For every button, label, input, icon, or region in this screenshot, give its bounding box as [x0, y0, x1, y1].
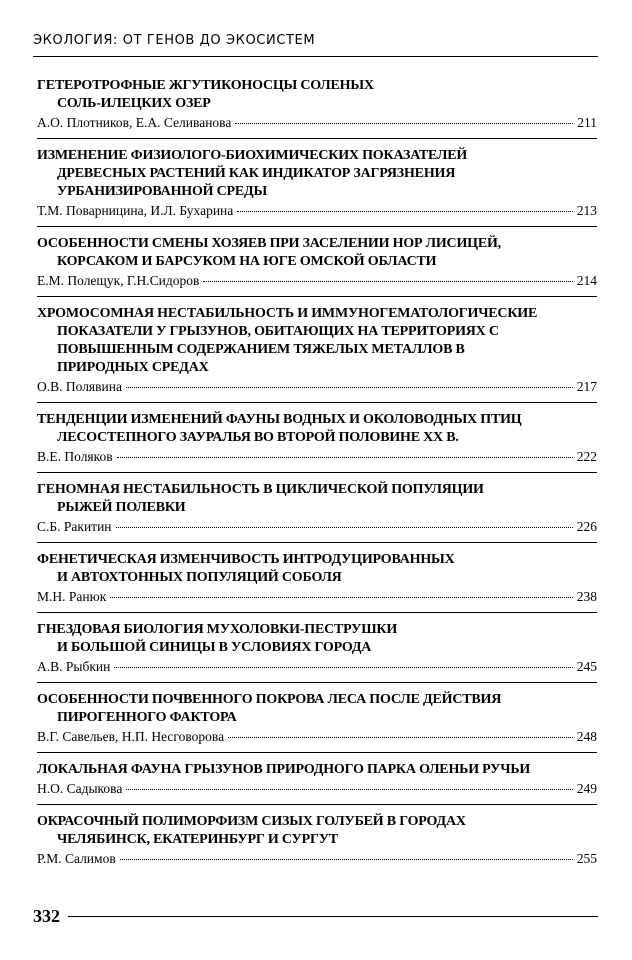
entry-title-line: ДРЕВЕСНЫХ РАСТЕНИЙ КАК ИНДИКАТОР ЗАГРЯЗНЕНИЯ [57, 166, 456, 181]
entry-separator [37, 752, 597, 753]
dot-leader [203, 281, 572, 282]
entry-title-line: СОЛЬ-ИЛЕЦКИХ ОЗЕР [57, 96, 211, 111]
entry-title [37, 481, 597, 517]
entry-title-line: УРБАНИЗИРОВАННОЙ СРЕДЫ [57, 184, 268, 199]
dot-leader [126, 387, 573, 388]
entry-title-line: ЧЕЛЯБИНСК, ЕКАТЕРИНБУРГ И СУРГУТ [57, 832, 338, 847]
entry-author-line [37, 780, 597, 797]
entry-author-line [37, 588, 597, 605]
page-number: 332 [33, 906, 60, 926]
entry-author-line [37, 728, 597, 745]
entry-title [37, 235, 597, 271]
entry-separator [37, 472, 597, 473]
entry-separator [37, 542, 597, 543]
entry-author-line [37, 448, 597, 465]
entry-separator [37, 402, 597, 403]
toc-entry [37, 691, 597, 745]
entry-authors: С.Б. Ракитин [37, 519, 112, 534]
toc-entry [37, 551, 597, 605]
entry-author-line [37, 518, 597, 535]
entry-author-line [37, 114, 597, 131]
toc-entry [37, 621, 597, 675]
entry-separator [37, 682, 597, 683]
entry-separator [37, 804, 597, 805]
toc-entry [37, 761, 597, 797]
entry-authors: Н.О. Садыкова [37, 781, 123, 796]
entry-title [37, 691, 597, 727]
entry-page-number: 249 [576, 781, 597, 796]
entry-page-number: 222 [576, 449, 597, 464]
dot-leader [117, 457, 573, 458]
entry-separator [37, 612, 597, 613]
dot-leader [120, 859, 573, 860]
entry-title-line: ИЗМЕНЕНИЕ ФИЗИОЛОГО-БИОХИМИЧЕСКИХ ПОКАЗАТЕЛЕЙ [37, 148, 468, 163]
dot-leader [126, 789, 572, 790]
entry-title [37, 147, 597, 201]
header-rule [33, 56, 598, 57]
entry-title-line: ПРИРОДНЫХ СРЕДАХ [57, 360, 209, 375]
entry-title-line: ПОКАЗАТЕЛИ У ГРЫЗУНОВ, ОБИТАЮЩИХ НА ТЕРРИТОРИЯХ С [57, 324, 499, 339]
entry-title-line: РЫЖЕЙ ПОЛЕВКИ [57, 500, 186, 515]
entry-page-number: 238 [576, 589, 597, 604]
entry-title-line: ЛОКАЛЬНАЯ ФАУНА ГРЫЗУНОВ ПРИРОДНОГО ПАРКА ОЛЕНЬИ РУЧЬИ [37, 762, 531, 777]
entry-title-line: И БОЛЬШОЙ СИНИЦЫ В УСЛОВИЯХ ГОРОДА [57, 640, 372, 655]
entry-author-line [37, 272, 597, 289]
entry-title [37, 621, 597, 657]
entry-title-line: КОРСАКОМ И БАРСУКОМ НА ЮГЕ ОМСКОЙ ОБЛАСТИ [57, 254, 437, 269]
entry-separator [37, 296, 597, 297]
entry-title-line: ЛЕСОСТЕПНОГО ЗАУРАЛЬЯ ВО ВТОРОЙ ПОЛОВИНЕ XX В. [57, 430, 459, 445]
toc-entry [37, 481, 597, 535]
entry-page-number: 211 [577, 115, 597, 130]
entry-title-line: ОКРАСОЧНЫЙ ПОЛИМОРФИЗМ СИЗЫХ ГОЛУБЕЙ В ГОРОДАХ [37, 814, 466, 829]
entry-title-line: ХРОМОСОМНАЯ НЕСТАБИЛЬНОСТЬ И ИММУНОГЕМАТОЛОГИЧЕСКИЕ [37, 306, 538, 321]
footer-rule [68, 916, 598, 917]
entry-title [37, 305, 597, 377]
toc-entry [37, 77, 597, 131]
dot-leader [116, 527, 573, 528]
entry-title-line: ГЕНОМНАЯ НЕСТАБИЛЬНОСТЬ В ЦИКЛИЧЕСКОЙ ПОПУЛЯЦИИ [37, 482, 484, 497]
entry-page-number: 214 [576, 273, 597, 288]
entry-authors: В.Е. Поляков [37, 449, 113, 464]
entry-title-line: ФЕНЕТИЧЕСКАЯ ИЗМЕНЧИВОСТЬ ИНТРОДУЦИРОВАННЫХ [37, 552, 455, 567]
dot-leader [228, 737, 573, 738]
entry-title-line: ПОВЫШЕННЫМ СОДЕРЖАНИЕМ ТЯЖЕЛЫХ МЕТАЛЛОВ В [57, 342, 465, 357]
entry-title [37, 813, 597, 849]
entry-title-line: ТЕНДЕНЦИИ ИЗМЕНЕНИЙ ФАУНЫ ВОДНЫХ И ОКОЛОВОДНЫХ ПТИЦ [37, 412, 522, 427]
entry-page-number: 226 [576, 519, 597, 534]
entry-author-line [37, 658, 597, 675]
entry-authors: Е.М. Полещук, Г.Н.Сидоров [37, 273, 200, 288]
toc-entry [37, 813, 597, 867]
entry-authors: А.О. Плотников, Е.А. Селиванова [37, 115, 232, 130]
entry-authors: О.В. Полявина [37, 379, 122, 394]
entry-title [37, 77, 597, 113]
entry-title-line: ОСОБЕННОСТИ ПОЧВЕННОГО ПОКРОВА ЛЕСА ПОСЛЕ ДЕЙСТВИЯ [37, 692, 502, 707]
entry-authors: Т.М. Поварницина, И.Л. Бухарина [37, 203, 234, 218]
running-header: ЭКОЛОГИЯ: ОТ ГЕНОВ ДО ЭКОСИСТЕМ [33, 33, 316, 48]
entry-page-number: 248 [576, 729, 597, 744]
entry-title-line: ПИРОГЕННОГО ФАКТОРА [57, 710, 237, 725]
entry-title-line: ГЕТЕРОТРОФНЫЕ ЖГУТИКОНОСЦЫ СОЛЕНЫХ [37, 78, 374, 93]
entry-page-number: 217 [576, 379, 597, 394]
entry-title-line: И АВТОХТОННЫХ ПОПУЛЯЦИЙ СОБОЛЯ [57, 570, 342, 585]
entry-authors: В.Г. Савельев, Н.П. Несговорова [37, 729, 225, 744]
dot-leader [235, 123, 573, 124]
entry-title [37, 551, 597, 587]
entry-author-line [37, 202, 597, 219]
entry-separator [37, 226, 597, 227]
entry-separator [37, 138, 597, 139]
entry-page-number: 255 [576, 851, 597, 866]
entry-author-line [37, 378, 597, 395]
page-footer [33, 906, 598, 927]
entry-authors: М.Н. Ранюк [37, 589, 107, 604]
entry-title [37, 761, 597, 779]
toc-entry [37, 235, 597, 289]
toc-list [37, 77, 597, 867]
entry-page-number: 213 [576, 203, 597, 218]
entry-authors: А.В. Рыбкин [37, 659, 111, 674]
entry-title-line: ОСОБЕННОСТИ СМЕНЫ ХОЗЯЕВ ПРИ ЗАСЕЛЕНИИ НОР ЛИСИЦЕЙ, [37, 236, 501, 251]
entry-authors: Р.М. Салимов [37, 851, 116, 866]
entry-title-line: ГНЕЗДОВАЯ БИОЛОГИЯ МУХОЛОВКИ-ПЕСТРУШКИ [37, 622, 398, 637]
entry-title [37, 411, 597, 447]
dot-leader [114, 667, 572, 668]
toc-entry [37, 147, 597, 219]
dot-leader [237, 211, 572, 212]
toc-entry [37, 305, 597, 395]
toc-entry [37, 411, 597, 465]
entry-author-line [37, 850, 597, 867]
dot-leader [110, 597, 573, 598]
entry-page-number: 245 [576, 659, 597, 674]
